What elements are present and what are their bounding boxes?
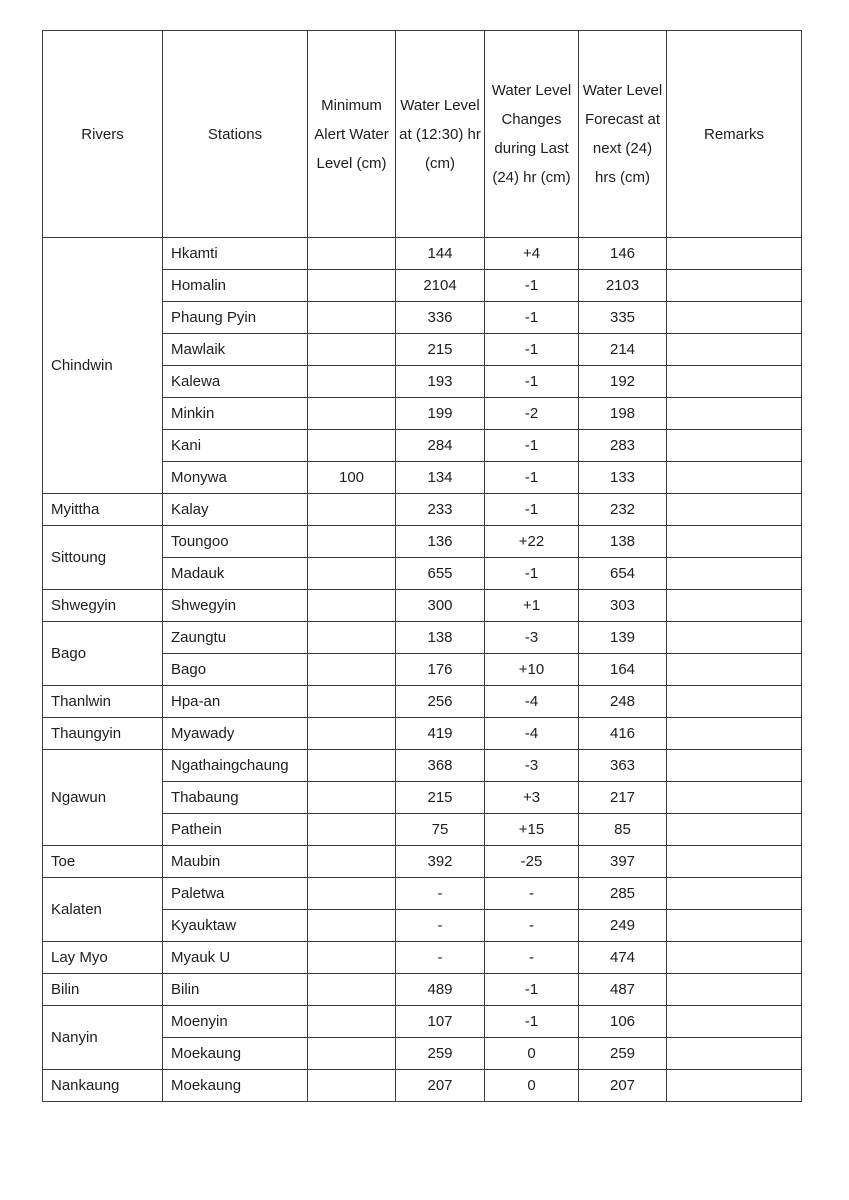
min-alert-cell — [308, 1006, 396, 1038]
table-row — [43, 1070, 802, 1102]
station-cell: Bago — [163, 654, 308, 686]
water-level-cell: 207 — [396, 1070, 485, 1102]
change-cell: -1 — [485, 558, 579, 590]
forecast-cell: 474 — [579, 942, 667, 974]
forecast-cell: 283 — [579, 430, 667, 462]
station-cell: Toungoo — [163, 526, 308, 558]
header-level-forecast: Water Level Forecast at next (24) hrs (cm) — [579, 31, 667, 238]
river-cell: Bago — [43, 622, 163, 686]
table-row — [43, 750, 802, 782]
river-cell: Bilin — [43, 974, 163, 1006]
min-alert-cell — [308, 366, 396, 398]
table-row — [43, 878, 802, 910]
water-level-cell: 284 — [396, 430, 485, 462]
header-row — [43, 31, 802, 238]
water-level-cell: 259 — [396, 1038, 485, 1070]
forecast-cell: 285 — [579, 878, 667, 910]
station-cell: Maubin — [163, 846, 308, 878]
min-alert-cell — [308, 334, 396, 366]
river-cell: Ngawun — [43, 750, 163, 846]
remarks-cell — [667, 366, 802, 398]
table-row — [43, 1006, 802, 1038]
forecast-cell: 249 — [579, 910, 667, 942]
remarks-cell — [667, 782, 802, 814]
table-row — [43, 686, 802, 718]
forecast-cell: 133 — [579, 462, 667, 494]
remarks-cell — [667, 430, 802, 462]
forecast-cell: 397 — [579, 846, 667, 878]
water-level-cell: 107 — [396, 1006, 485, 1038]
change-cell: +22 — [485, 526, 579, 558]
change-cell: -2 — [485, 398, 579, 430]
forecast-cell: 207 — [579, 1070, 667, 1102]
water-level-cell: 75 — [396, 814, 485, 846]
remarks-cell — [667, 814, 802, 846]
water-level-cell: 300 — [396, 590, 485, 622]
station-cell: Myauk U — [163, 942, 308, 974]
water-level-cell: 176 — [396, 654, 485, 686]
water-level-cell: 199 — [396, 398, 485, 430]
station-cell: Minkin — [163, 398, 308, 430]
water-level-cell: 233 — [396, 494, 485, 526]
table-row — [43, 590, 802, 622]
table-row — [43, 526, 802, 558]
remarks-cell — [667, 558, 802, 590]
forecast-cell: 232 — [579, 494, 667, 526]
forecast-cell: 85 — [579, 814, 667, 846]
river-cell: Thaungyin — [43, 718, 163, 750]
remarks-cell — [667, 334, 802, 366]
change-cell: +10 — [485, 654, 579, 686]
station-cell: Hkamti — [163, 238, 308, 270]
change-cell: -1 — [485, 1006, 579, 1038]
water-level-cell: 138 — [396, 622, 485, 654]
forecast-cell: 106 — [579, 1006, 667, 1038]
remarks-cell — [667, 942, 802, 974]
remarks-cell — [667, 526, 802, 558]
remarks-cell — [667, 718, 802, 750]
station-cell: Mawlaik — [163, 334, 308, 366]
min-alert-cell — [308, 302, 396, 334]
remarks-cell — [667, 910, 802, 942]
min-alert-cell — [308, 974, 396, 1006]
table-row — [43, 494, 802, 526]
water-level-cell: - — [396, 942, 485, 974]
forecast-cell: 217 — [579, 782, 667, 814]
header-water-level: Water Level at (12:30) hr (cm) — [396, 31, 485, 238]
remarks-cell — [667, 1070, 802, 1102]
min-alert-cell — [308, 782, 396, 814]
forecast-cell: 335 — [579, 302, 667, 334]
water-level-cell: 144 — [396, 238, 485, 270]
river-cell: Lay Myo — [43, 942, 163, 974]
min-alert-cell — [308, 846, 396, 878]
river-cell: Sittoung — [43, 526, 163, 590]
remarks-cell — [667, 494, 802, 526]
change-cell: - — [485, 878, 579, 910]
water-level-cell: 215 — [396, 334, 485, 366]
remarks-cell — [667, 590, 802, 622]
change-cell: 0 — [485, 1038, 579, 1070]
forecast-cell: 248 — [579, 686, 667, 718]
change-cell: +15 — [485, 814, 579, 846]
forecast-cell: 146 — [579, 238, 667, 270]
water-level-cell: 392 — [396, 846, 485, 878]
station-cell: Moekaung — [163, 1070, 308, 1102]
river-cell: Shwegyin — [43, 590, 163, 622]
water-level-cell: 193 — [396, 366, 485, 398]
station-cell: Ngathaingchaung — [163, 750, 308, 782]
change-cell: -1 — [485, 462, 579, 494]
station-cell: Thabaung — [163, 782, 308, 814]
forecast-cell: 303 — [579, 590, 667, 622]
change-cell: +1 — [485, 590, 579, 622]
min-alert-cell — [308, 238, 396, 270]
min-alert-cell — [308, 878, 396, 910]
forecast-cell: 416 — [579, 718, 667, 750]
min-alert-cell — [308, 526, 396, 558]
min-alert-cell — [308, 814, 396, 846]
water-level-cell: 489 — [396, 974, 485, 1006]
change-cell: -4 — [485, 718, 579, 750]
change-cell: -3 — [485, 750, 579, 782]
forecast-cell: 2103 — [579, 270, 667, 302]
min-alert-cell — [308, 430, 396, 462]
min-alert-cell — [308, 750, 396, 782]
remarks-cell — [667, 462, 802, 494]
change-cell: -4 — [485, 686, 579, 718]
station-cell: Kani — [163, 430, 308, 462]
remarks-cell — [667, 974, 802, 1006]
change-cell: -1 — [485, 270, 579, 302]
station-cell: Kalewa — [163, 366, 308, 398]
forecast-cell: 138 — [579, 526, 667, 558]
min-alert-cell — [308, 942, 396, 974]
station-cell: Shwegyin — [163, 590, 308, 622]
forecast-cell: 192 — [579, 366, 667, 398]
min-alert-cell — [308, 910, 396, 942]
river-cell: Thanlwin — [43, 686, 163, 718]
water-level-cell: 368 — [396, 750, 485, 782]
remarks-cell — [667, 686, 802, 718]
min-alert-cell — [308, 494, 396, 526]
water-level-table — [42, 30, 802, 1102]
station-cell: Phaung Pyin — [163, 302, 308, 334]
station-cell: Bilin — [163, 974, 308, 1006]
change-cell: - — [485, 910, 579, 942]
station-cell: Myawady — [163, 718, 308, 750]
min-alert-cell — [308, 718, 396, 750]
station-cell: Paletwa — [163, 878, 308, 910]
table-row — [43, 974, 802, 1006]
station-cell: Zaungtu — [163, 622, 308, 654]
change-cell: -3 — [485, 622, 579, 654]
river-cell: Toe — [43, 846, 163, 878]
forecast-cell: 654 — [579, 558, 667, 590]
min-alert-cell — [308, 590, 396, 622]
remarks-cell — [667, 878, 802, 910]
remarks-cell — [667, 270, 802, 302]
water-level-cell: 419 — [396, 718, 485, 750]
river-cell: Nanyin — [43, 1006, 163, 1070]
water-level-cell: 136 — [396, 526, 485, 558]
forecast-cell: 259 — [579, 1038, 667, 1070]
change-cell: 0 — [485, 1070, 579, 1102]
water-level-cell: 134 — [396, 462, 485, 494]
station-cell: Moekaung — [163, 1038, 308, 1070]
header-remarks: Remarks — [667, 31, 802, 238]
forecast-cell: 363 — [579, 750, 667, 782]
min-alert-cell — [308, 1070, 396, 1102]
remarks-cell — [667, 1006, 802, 1038]
station-cell: Pathein — [163, 814, 308, 846]
change-cell: +4 — [485, 238, 579, 270]
min-alert-cell — [308, 654, 396, 686]
table-row — [43, 238, 802, 270]
header-stations: Stations — [163, 31, 308, 238]
min-alert-cell: 100 — [308, 462, 396, 494]
station-cell: Kalay — [163, 494, 308, 526]
water-level-cell: 2104 — [396, 270, 485, 302]
station-cell: Homalin — [163, 270, 308, 302]
min-alert-cell — [308, 558, 396, 590]
min-alert-cell — [308, 398, 396, 430]
remarks-cell — [667, 654, 802, 686]
table-row — [43, 942, 802, 974]
table-row — [43, 718, 802, 750]
change-cell: -1 — [485, 974, 579, 1006]
water-level-cell: 336 — [396, 302, 485, 334]
remarks-cell — [667, 846, 802, 878]
water-level-cell: 655 — [396, 558, 485, 590]
remarks-cell — [667, 302, 802, 334]
river-cell: Kalaten — [43, 878, 163, 942]
change-cell: -1 — [485, 334, 579, 366]
river-cell: Myittha — [43, 494, 163, 526]
river-cell: Nankaung — [43, 1070, 163, 1102]
table-row — [43, 622, 802, 654]
min-alert-cell — [308, 270, 396, 302]
remarks-cell — [667, 622, 802, 654]
water-level-cell: 215 — [396, 782, 485, 814]
forecast-cell: 139 — [579, 622, 667, 654]
change-cell: -1 — [485, 494, 579, 526]
station-cell: Monywa — [163, 462, 308, 494]
station-cell: Moenyin — [163, 1006, 308, 1038]
change-cell: - — [485, 942, 579, 974]
forecast-cell: 487 — [579, 974, 667, 1006]
water-level-cell: 256 — [396, 686, 485, 718]
table-row — [43, 846, 802, 878]
forecast-cell: 164 — [579, 654, 667, 686]
remarks-cell — [667, 398, 802, 430]
station-cell: Madauk — [163, 558, 308, 590]
min-alert-cell — [308, 622, 396, 654]
change-cell: +3 — [485, 782, 579, 814]
change-cell: -1 — [485, 430, 579, 462]
water-level-cell: - — [396, 878, 485, 910]
station-cell: Kyauktaw — [163, 910, 308, 942]
remarks-cell — [667, 1038, 802, 1070]
change-cell: -1 — [485, 366, 579, 398]
header-min-alert-level: Minimum Alert Water Level (cm) — [308, 31, 396, 238]
change-cell: -25 — [485, 846, 579, 878]
remarks-cell — [667, 750, 802, 782]
table-body — [43, 238, 802, 1102]
change-cell: -1 — [485, 302, 579, 334]
water-level-cell: - — [396, 910, 485, 942]
forecast-cell: 198 — [579, 398, 667, 430]
river-cell: Chindwin — [43, 238, 163, 494]
remarks-cell — [667, 238, 802, 270]
forecast-cell: 214 — [579, 334, 667, 366]
header-level-changes: Water Level Changes during Last (24) hr (cm) — [485, 31, 579, 238]
station-cell: Hpa-an — [163, 686, 308, 718]
header-rivers: Rivers — [43, 31, 163, 238]
min-alert-cell — [308, 686, 396, 718]
min-alert-cell — [308, 1038, 396, 1070]
